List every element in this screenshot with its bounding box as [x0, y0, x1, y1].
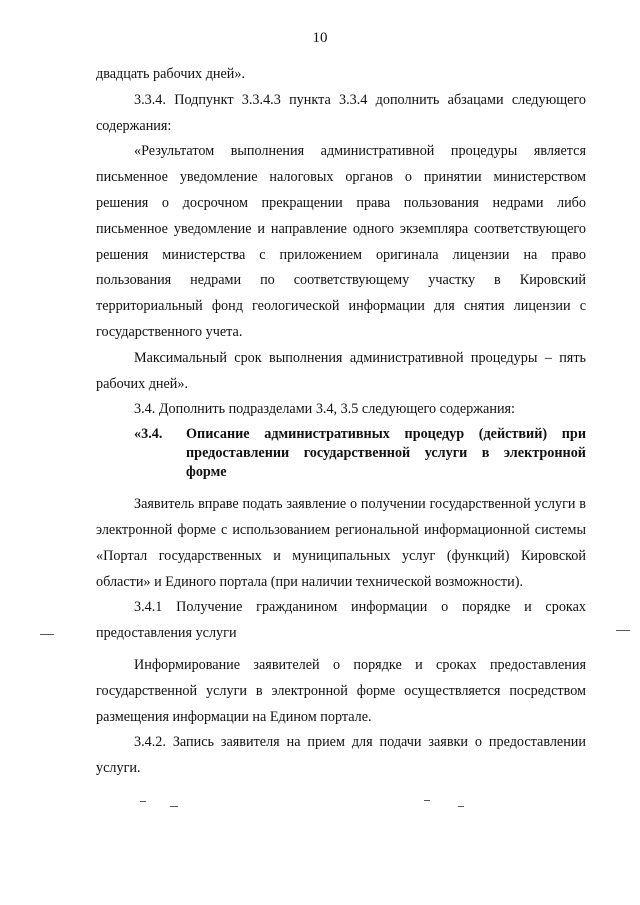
paragraph-max-term: Максимальный срок выполнения административной процедуры – пять рабочих дней».: [96, 349, 586, 392]
paragraph-3-4-2: 3.4.2. Запись заявителя на прием для подачи заявки о предоставлении услуги.: [96, 734, 586, 777]
paragraph-informing: Информирование заявителей о порядке и сроках предоставления государственной услуги в электронной форме осуществляется посредством размещения информации на Едином портале.: [96, 656, 586, 725]
section-heading: [96, 425, 586, 482]
section-title: Описание административных процедур (действий) при предоставлении государственной услуги в электронной форме: [186, 426, 586, 481]
paragraph-result-quote: «Результатом выполнения административной процедуры является письменное уведомление налоговых органов о принятии министерством решения о досрочном прекращении права пользования недрами либо письменное уведомление и направление одного экземпляра соответствующего решения министерства с приложением оригинала лицензии на право пользования недрами по соответствующему участку в Кировский территориальный фонд геологической информации для снятия лицензии с государственного учета.: [96, 143, 586, 340]
paragraph-applicant: Заявитель вправе подать заявление о получении государственной услуги в электронной форме с использованием региональной информационной системы «Портал государственных и муниципальных услуг (функций) Кировской области» и Единого портала (при наличии технической возможности).: [96, 496, 586, 590]
scan-mark-right: [616, 630, 630, 631]
page-number: 10: [312, 30, 328, 46]
scan-mark-bottom-3: [424, 800, 430, 801]
paragraph-3-3-4: 3.3.4. Подпункт 3.3.4.3 пункта 3.3.4 дополнить абзацами следующего содержания:: [96, 91, 586, 134]
paragraph-3-4-add: 3.4. Дополнить подразделами 3.4, 3.5 следующего содержания:: [134, 401, 516, 418]
scan-mark-left: [40, 634, 54, 635]
paragraph-continuation: двадцать рабочих дней».: [96, 66, 246, 82]
scan-mark-bottom-2: [170, 806, 178, 807]
document-body: [96, 62, 586, 782]
paragraph-3-4-1: 3.4.1 Получение гражданином информации о порядке и сроках предоставления услуги: [96, 599, 586, 642]
scan-mark-bottom-1: [140, 801, 146, 802]
scan-mark-bottom-4: [458, 806, 464, 807]
section-number: «3.4.: [134, 426, 163, 443]
